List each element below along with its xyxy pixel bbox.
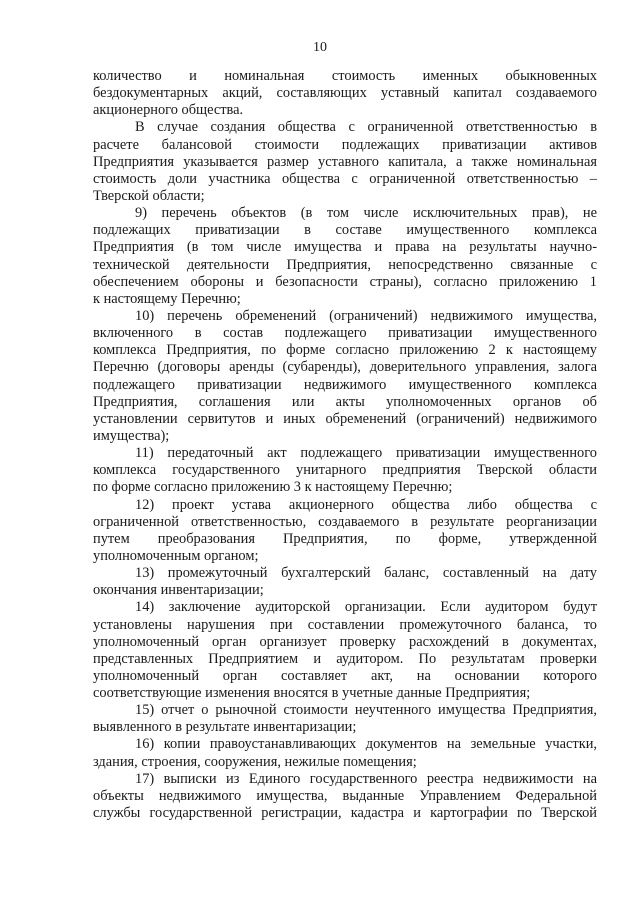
text-line: акционерного общества. xyxy=(93,102,244,119)
text-line: стоимость доли участника общества с ограниченной ответственностью – xyxy=(93,170,597,187)
paragraph xyxy=(93,599,597,702)
text-line: к настоящему Перечню; xyxy=(93,290,241,307)
text-line: Предприятия (в том числе имущества и права на результаты научно- xyxy=(93,239,597,256)
text-line: установлении сервитутов и иных обременений (ограничений) недвижимого xyxy=(93,410,597,427)
paragraph xyxy=(93,771,597,822)
paragraph xyxy=(93,702,597,736)
text-line: 12) проект устава акционерного общества либо общества с xyxy=(135,496,597,513)
text-line: подлежащих приватизации в составе имущественного комплекса xyxy=(93,222,597,239)
paragraph xyxy=(93,497,597,566)
text-line: количество и номинальная стоимость именных обыкновенных xyxy=(93,68,597,84)
text-line: комплекса государственного унитарного предприятия Тверской области xyxy=(93,462,597,479)
text-line: бездокументарных акций, составляющих уставный капитал создаваемого xyxy=(93,85,597,102)
text-line: установлены нарушения при составлении промежуточного баланса, то xyxy=(93,616,597,633)
text-line: 11) передаточный акт подлежащего приватизации имущественного xyxy=(135,445,597,462)
text-line: Предприятия, соглашения или акты уполномоченных органов об xyxy=(93,393,597,410)
paragraph xyxy=(93,445,597,496)
paragraph xyxy=(93,308,597,445)
text-line: соответствующие изменения вносятся в учетные данные Предприятия; xyxy=(93,685,531,702)
paragraph xyxy=(93,68,597,119)
text-line: окончания инвентаризации; xyxy=(93,582,264,599)
paragraph xyxy=(93,736,597,770)
text-line: Перечню (договоры аренды (субаренды), доверительного управления, залога xyxy=(93,359,597,376)
text-line: подлежащего приватизации недвижимого имущественного комплекса xyxy=(93,376,597,393)
text-line: уполномоченным органом; xyxy=(93,547,259,564)
text-line: комплекса Предприятия, по форме согласно приложению 2 к настоящему xyxy=(93,342,597,359)
text-line: имущества); xyxy=(93,427,170,444)
text-line: выявленного в результате инвентаризации; xyxy=(93,719,357,736)
text-line: здания, строения, сооружения, нежилые помещения; xyxy=(93,753,417,770)
text-line: ограниченной ответственностью, создаваемого в результате реорганизации xyxy=(93,513,597,530)
text-line: 16) копии правоустанавливающих документов на земельные участки, xyxy=(135,736,597,753)
text-line: 13) промежуточный бухгалтерский баланс, составленный на дату xyxy=(135,565,597,582)
text-line: 10) перечень обременений (ограничений) недвижимого имущества, xyxy=(135,307,597,324)
paragraph xyxy=(93,565,597,599)
text-line: 15) отчет о рыночной стоимости неучтенного имущества Предприятия, xyxy=(135,702,597,719)
text-line: расчете балансовой стоимости подлежащих приватизации активов xyxy=(93,136,597,153)
text-line: В случае создания общества с ограниченной ответственностью в xyxy=(135,119,597,136)
page-number: 10 xyxy=(313,40,327,55)
text-line: 9) перечень объектов (в том числе исключительных прав), не xyxy=(135,205,597,222)
text-line: Тверской области; xyxy=(93,187,205,204)
text-line: путем преобразования Предприятия, по форме, утвержденной xyxy=(93,530,597,547)
document-body xyxy=(93,68,597,822)
text-line: 14) заключение аудиторской организации. Если аудитором будут xyxy=(135,599,597,616)
paragraph xyxy=(93,205,597,308)
paragraph xyxy=(93,119,597,205)
text-line: обеспечением обороны и безопасности страны), согласно приложению 1 xyxy=(93,273,597,290)
text-line: включенного в состав подлежащего приватизации имущественного xyxy=(93,325,597,342)
text-line: представленных Предприятием и аудитором. По результатам проверки xyxy=(93,650,597,667)
text-line: 17) выписки из Единого государственного реестра недвижимости на xyxy=(135,770,597,787)
text-line: службы государственной регистрации, кадастра и картографии по Тверской xyxy=(93,805,597,822)
text-line: уполномоченный орган составляет акт, на основании которого xyxy=(93,667,597,684)
text-line: технической деятельности Предприятия, непосредственно связанные с xyxy=(93,256,597,273)
text-line: объекты недвижимого имущества, выданные Управлением Федеральной xyxy=(93,787,597,804)
text-line: Предприятия указывается размер уставного капитала, а также номинальная xyxy=(93,153,597,170)
text-line: уполномоченный орган организует проверку расхождений в документах, xyxy=(93,633,597,650)
text-line: по форме согласно приложению 3 к настоящему Перечню; xyxy=(93,479,453,496)
